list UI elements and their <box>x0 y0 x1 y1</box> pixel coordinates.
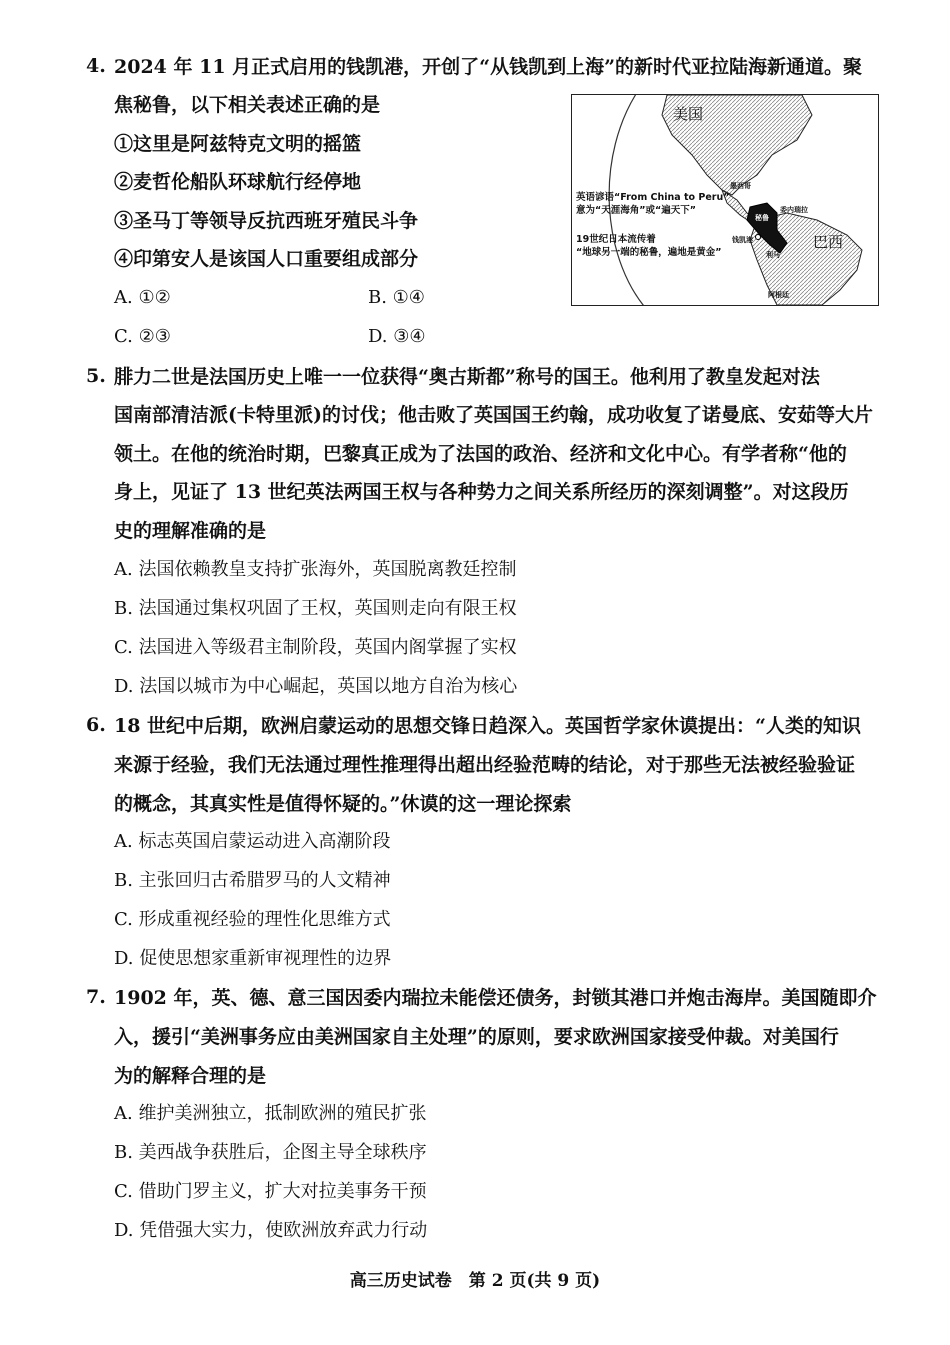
question-4-option-b: B. ①④ <box>368 287 425 308</box>
map-note-2-line-1: 19世纪日本流传着 <box>576 234 656 245</box>
question-5-stem-line-5: 史的理解准确的是 <box>114 520 267 542</box>
map-note-1-line-1: 英语谚语“From China to Peru” <box>576 192 730 203</box>
question-6-number: 6. <box>86 714 106 736</box>
map-label-brazil: 巴西 <box>813 233 844 251</box>
map-label-peru: 秘鲁 <box>755 214 769 222</box>
question-7-number: 7. <box>86 986 106 1008</box>
question-6-option-d: D. 促使思想家重新审视理性的边界 <box>114 948 392 969</box>
page-footer: 高三历史试卷 第 2 页(共 9 页) <box>349 1271 601 1291</box>
question-6-option-a: A. 标志英国启蒙运动进入高潮阶段 <box>114 831 391 852</box>
question-5-option-a: A. 法国依赖教皇支持扩张海外，英国脱离教廷控制 <box>114 559 517 580</box>
question-7-stem-line-1: 1902 年，英、德、意三国因委内瑞拉未能偿还债务，封锁其港口并炮击海岸。美国随即介 <box>114 987 877 1009</box>
question-4-item-1: ①这里是阿兹特克文明的摇篮 <box>114 133 362 155</box>
question-4-option-a: A. ①② <box>114 287 171 308</box>
question-5-option-c: C. 法国进入等级君主制阶段，英国内阁掌握了实权 <box>114 637 517 658</box>
map-label-lima: 利马 <box>766 251 780 259</box>
question-5-stem-line-1: 腓力二世是法国历史上唯一一位获得“奥古斯都”称号的国王。他利用了教皇发起对法 <box>114 366 820 388</box>
chancay-port-marker <box>756 235 761 240</box>
americas-map <box>571 94 879 306</box>
question-5-option-d: D. 法国以城市为中心崛起，英国以地方自治为核心 <box>114 676 518 697</box>
map-label-chancay: 钱凯港 <box>732 236 753 244</box>
map-label-small-south: 阿根廷 <box>768 291 789 299</box>
question-6-stem-line-3: 的概念，其真实性是值得怀疑的。”休谟的这一理论探索 <box>114 793 572 815</box>
question-7-option-c: C. 借助门罗主义，扩大对拉美事务干预 <box>114 1181 427 1202</box>
map-label-small-mid: 委内瑞拉 <box>780 206 808 214</box>
question-7-option-d: D. 凭借强大实力，使欧洲放弃武力行动 <box>114 1220 428 1241</box>
map-note-1-line-2: 意为“天涯海角”或“遍天下” <box>576 205 696 216</box>
question-4-item-4: ④印第安人是该国人口重要组成部分 <box>114 248 419 270</box>
map-label-usa: 美国 <box>673 105 704 123</box>
question-7-option-a: A. 维护美洲独立，抵制欧洲的殖民扩张 <box>114 1103 427 1124</box>
question-4-stem-line-1: 2024 年 11 月正式启用的钱凯港，开创了“从钱凯到上海”的新时代亚拉陆海新通道。聚 <box>114 56 863 78</box>
question-4-item-3: ③圣马丁等领导反抗西班牙殖民斗争 <box>114 210 419 232</box>
question-5-stem-line-3: 领土。在他的统治时期，巴黎真正成为了法国的政治、经济和文化中心。有学者称“他的 <box>114 443 847 465</box>
question-4-number: 4. <box>86 55 106 77</box>
question-4-option-c: C. ②③ <box>114 326 171 347</box>
question-7-option-b: B. 美西战争获胜后，企图主导全球秩序 <box>114 1142 427 1163</box>
map-note-english-proverb <box>576 191 730 217</box>
question-4-option-d: D. ③④ <box>368 326 426 347</box>
map-note-2-line-2: “地球另一端的秘鲁，遍地是黄金” <box>576 247 722 258</box>
question-4-stem-line-2: 焦秘鲁，以下相关表述正确的是 <box>114 94 381 116</box>
question-6-stem-line-1: 18 世纪中后期，欧洲启蒙运动的思想交锋日趋深入。英国哲学家休谟提出：“人类的知识 <box>114 715 861 737</box>
question-5-option-b: B. 法国通过集权巩固了王权，英国则走向有限王权 <box>114 598 517 619</box>
question-5-number: 5. <box>86 365 106 387</box>
question-5-stem-line-2: 国南部清洁派(卡特里派)的讨伐；他击败了英国国王约翰，成功收复了诺曼底、安茹等大片 <box>114 404 873 426</box>
question-5-stem-line-4: 身上，见证了 13 世纪英法两国王权与各种势力之间关系所经历的深刻调整”。对这段历 <box>114 481 849 503</box>
map-label-small-top: 墨西哥 <box>730 182 751 190</box>
question-7-stem-line-2: 入，援引“美洲事务应由美洲国家自主处理”的原则，要求欧洲国家接受仲裁。对美国行 <box>114 1026 839 1048</box>
question-7-stem-line-3: 为的解释合理的是 <box>114 1065 267 1087</box>
question-4-item-2: ②麦哲伦船队环球航行经停地 <box>114 171 362 193</box>
question-6-option-b: B. 主张回归古希腊罗马的人文精神 <box>114 870 391 891</box>
map-note-japan-saying <box>576 233 722 259</box>
question-6-option-c: C. 形成重视经验的理性化思维方式 <box>114 909 391 930</box>
question-6-stem-line-2: 来源于经验，我们无法通过理性推理得出超出经验范畴的结论，对于那些无法被经验验证 <box>114 754 856 776</box>
